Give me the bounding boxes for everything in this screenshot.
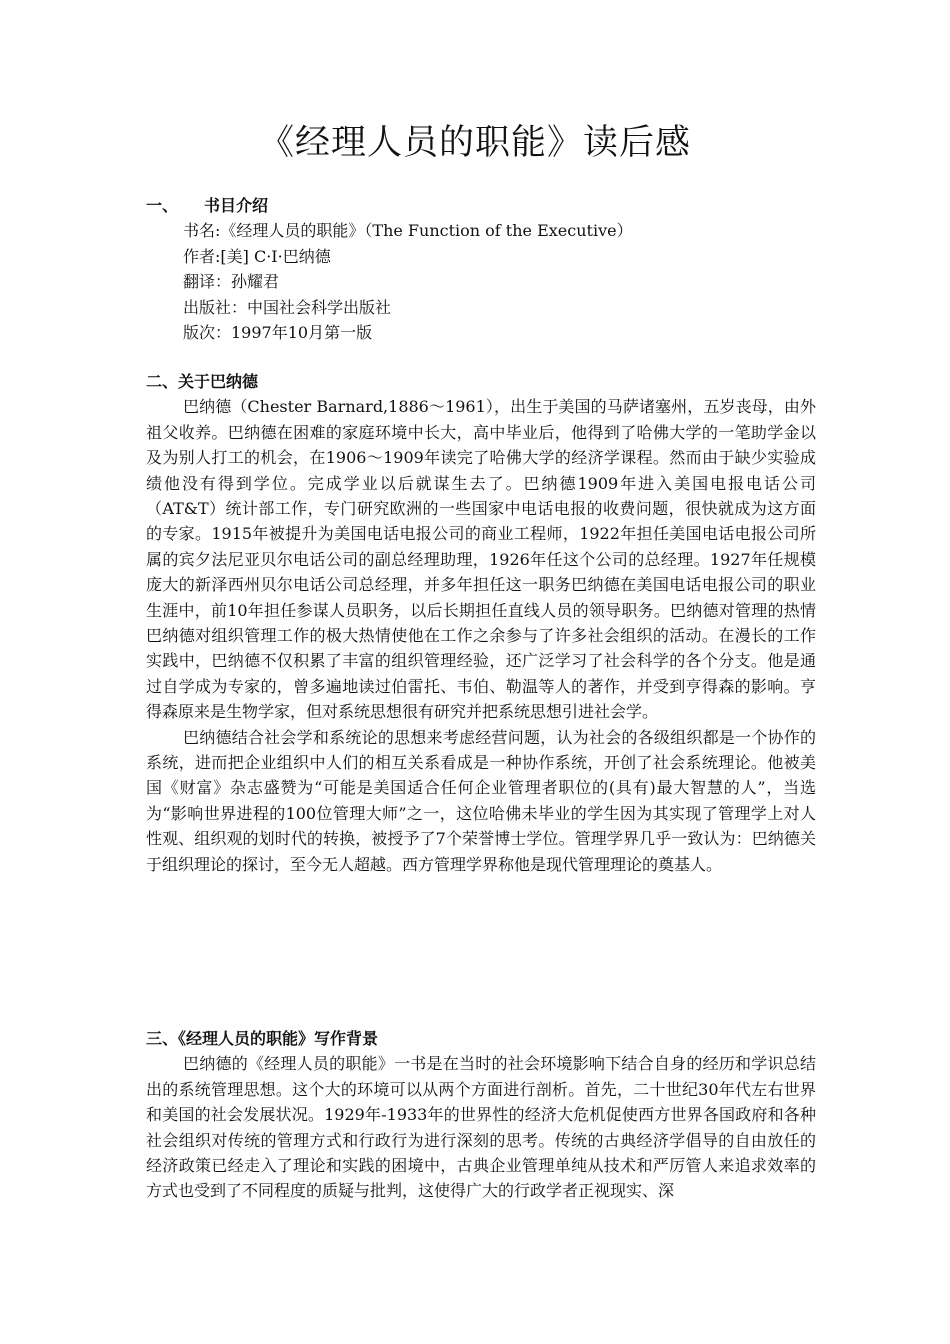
section-book-info bbox=[146, 193, 816, 345]
body-paragraph: 巴纳德的《经理人员的职能》一书是在当时的社会环境影响下结合自身的经历和学识总结出的系统管理思想。这个大的环境可以从两个方面进行剖析。首先，二十世纪30年代左右世界和美国的社会发展状况。1929年-1933年的世界性的经济大危机促使西方世界各国政府和各种社会组织对传统的管理方式和行政行为进行深刻的思考。传统的古典经济学倡导的自由放任的经济政策已经走入了理论和实践的困境中，古典企业管理单纯从技术和严厉管人来追求效率的方式也受到了不同程度的质疑与批判，这使得广大的行政学者正视现实、深 bbox=[146, 1054, 816, 1201]
section-writing-background bbox=[146, 1026, 816, 1204]
section-title: 二、关于巴纳德 bbox=[146, 372, 259, 391]
section-heading bbox=[146, 193, 816, 218]
book-translator-line: 翻译：孙耀君 bbox=[183, 272, 280, 292]
book-title-line: 书名:《经理人员的职能》（The Function of the Executive） bbox=[183, 221, 633, 241]
section-number: 一、 bbox=[146, 196, 179, 215]
book-info-list bbox=[146, 218, 816, 345]
book-publisher-line: 出版社：中国社会科学出版社 bbox=[183, 297, 392, 317]
body-paragraph: 巴纳德（Chester Barnard,1886～1961），出生于美国的马萨诸塞州，五岁丧母，由外祖父收养。巴纳德在困难的家庭环境中长大，高中毕业后，他得到了哈佛大学的一笔助学金以及为别人打工的机会，在1906～1909年读完了哈佛大学的经济学课程。然而由于缺少实验成绩他没有得到学位。完成学业以后就谋生去了。巴纳德1909年进入美国电报电话公司（AT&T）统计部工作，专门研究欧洲的一些国家中电话电报的收费问题，很快就成为这方面的专家。1915年被提升为美国电话电报公司的商业工程师，1922年担任美国电话电报公司所属的宾夕法尼亚贝尔电话公司的副总经理助理，1926年任这个公司的总经理。1927年任规模庞大的新泽西州贝尔电话公司总经理，并多年担任这一职务巴纳德在美国电话电报公司的职业生涯中，前10年担任参谋人员职务，以后长期担任直线人员的领导职务。巴纳德对管理的热情巴纳德对组织管理工作的极大热情使他在工作之余参与了许多社会组织的活动。在漫长的工作实践中，巴纳德不仅积累了丰富的组织管理经验，还广泛学习了社会科学的各个分支。他是通过自学成为专家的，曾多遍地读过伯雷托、韦伯、勒温等人的著作，并受到亨得森的影响。亨得森原来是生物学家，但对系统思想很有研究并把系统思想引进社会学。 bbox=[146, 397, 816, 722]
section-about-barnard bbox=[146, 369, 816, 877]
section-title: 三、《经理人员的职能》写作背景 bbox=[146, 1029, 379, 1048]
book-edition-line: 版次：1997年10月第一版 bbox=[183, 323, 373, 343]
book-author-line: 作者:[美] C·I·巴纳德 bbox=[183, 246, 331, 266]
body-paragraph: 巴纳德结合社会学和系统论的思想来考虑经营问题，认为社会的各级组织都是一个协作的系统，进而把企业组织中人们的相互关系看成是一种协作系统，开创了社会系统理论。他被美国《财富》杂志盛赞为“可能是美国适合任何企业管理者职位的(具有)最大智慧的人”，当选为“影响世界进程的100位管理大师”之一，这位哈佛未毕业的学生因为其实现了管理学上对人性观、组织观的划时代的转换，被授予了7个荣誉博士学位。管理学界几乎一致认为：巴纳德关于组织理论的探讨，至今无人超越。西方管理学界称他是现代管理理论的奠基人。 bbox=[146, 727, 816, 874]
section-title: 书目介绍 bbox=[204, 196, 269, 215]
document-title: 《经理人员的职能》读后感 bbox=[258, 123, 691, 163]
